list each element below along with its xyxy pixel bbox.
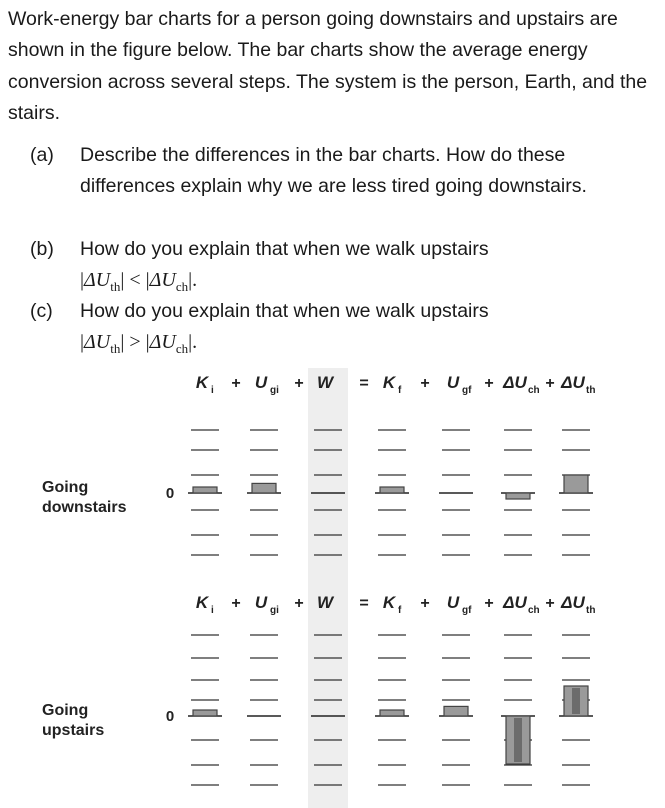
question-text: Describe the differences in the bar charts. How do these differences explain why we are less tired going downstairs.: [80, 144, 587, 197]
zero-label: 0: [165, 485, 175, 502]
equation-subscript: f: [398, 385, 402, 396]
equation-operator: +: [294, 375, 304, 392]
energy-bar: [506, 493, 530, 499]
equation-operator: =: [359, 375, 369, 392]
work-energy-bar-charts: [0, 360, 665, 808]
equation-symbol: U: [446, 373, 460, 392]
equation-subscript: th: [586, 385, 596, 396]
equation-subscript: gi: [270, 385, 279, 396]
equation-subscript: th: [586, 605, 596, 616]
equation-symbol: W: [316, 373, 334, 392]
question-text: [80, 234, 655, 302]
chart-row-label: downstairs: [42, 499, 127, 516]
intro-paragraph: Work-energy bar charts for a person going downstairs and upstairs are shown in the figure below. The bar charts show the average energy conversion across several steps. The system is the person, Earth, and the stairs.: [8, 8, 648, 124]
equation-subscript: gf: [462, 385, 472, 396]
question-label: (c): [30, 300, 53, 322]
equation-operator: +: [545, 595, 555, 612]
equation-subscript: i: [211, 385, 214, 396]
question-label: (a): [30, 144, 54, 166]
equation-operator: +: [231, 595, 241, 612]
question-b: [0, 234, 665, 296]
equation-subscript: ch: [528, 385, 540, 396]
chart-row-label: upstairs: [42, 722, 105, 739]
equation-symbol: ΔU: [503, 593, 527, 612]
equation-subscript: f: [398, 605, 402, 616]
zero-label: 0: [165, 708, 175, 725]
work-column-shade: [308, 368, 348, 808]
equation-operator: +: [294, 595, 304, 612]
equation-operator: +: [420, 375, 430, 392]
equation-operator: =: [359, 595, 369, 612]
question-formula: $|\Delta U_{th}| > |\Delta U_{ch}|$.: [80, 331, 198, 356]
equation-subscript: gi: [270, 605, 279, 616]
equation-symbol: ΔU: [503, 373, 527, 392]
question-text: [80, 296, 655, 364]
energy-bar: [380, 710, 404, 716]
equation-symbol: U: [254, 373, 268, 392]
energy-bar-core: [514, 718, 522, 762]
energy-bar: [564, 475, 588, 493]
equation-operator: +: [484, 375, 494, 392]
equation-symbol: K: [195, 373, 209, 392]
equation-symbol: K: [382, 373, 396, 392]
question-label: (b): [30, 238, 54, 260]
equation-symbol: ΔU: [561, 593, 585, 612]
energy-bar: [444, 706, 468, 716]
energy-bar-core: [572, 688, 580, 714]
chart-row-label: Going: [42, 479, 89, 496]
question-a: [0, 140, 665, 233]
equation-symbol: W: [316, 593, 334, 612]
equation-subscript: i: [211, 605, 214, 616]
question-formula: $|\Delta U_{th}| < |\Delta U_{ch}|$.: [80, 269, 198, 294]
chart-row-label: Going: [42, 702, 89, 719]
equation-symbol: ΔU: [561, 373, 585, 392]
equation-symbol: K: [195, 593, 209, 612]
equation-operator: +: [545, 375, 555, 392]
equation-operator: +: [420, 595, 430, 612]
question-c: [0, 296, 665, 358]
energy-bar: [252, 483, 276, 493]
equation-symbol: U: [446, 593, 460, 612]
equation-symbol: K: [382, 593, 396, 612]
energy-bar: [193, 487, 217, 493]
energy-bar: [380, 487, 404, 493]
equation-subscript: gf: [462, 605, 472, 616]
energy-bar: [193, 710, 217, 716]
question-sentence: How do you explain that when we walk upstairs: [80, 238, 489, 260]
equation-subscript: ch: [528, 605, 540, 616]
equation-symbol: U: [254, 593, 268, 612]
equation-operator: +: [231, 375, 241, 392]
question-sentence: How do you explain that when we walk upstairs: [80, 300, 489, 322]
equation-operator: +: [484, 595, 494, 612]
